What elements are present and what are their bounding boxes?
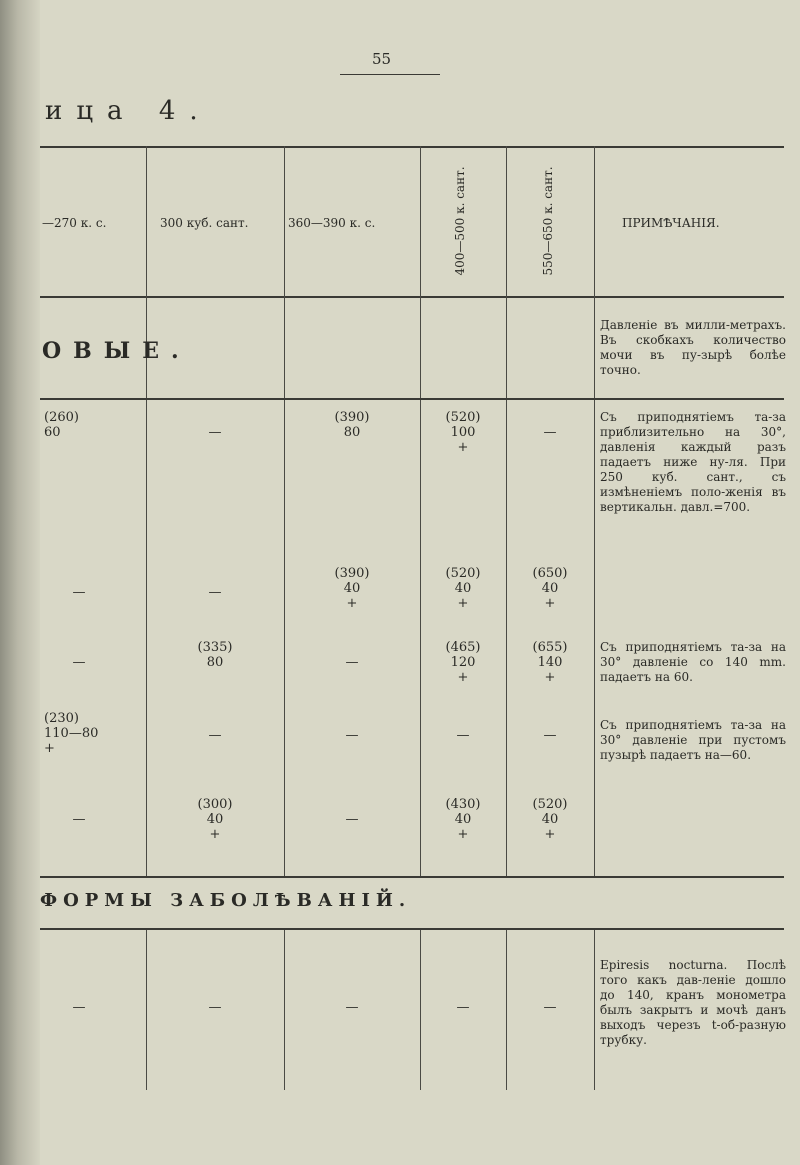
row1-col1: (260) 60	[44, 410, 79, 440]
row3-col4: (465) 120 +	[445, 640, 481, 685]
row5-col2: (300) 40 +	[197, 797, 233, 842]
row2-col1: —	[72, 585, 86, 600]
row2-col4: (520) 40 +	[445, 566, 481, 611]
page-number-rule	[340, 74, 440, 75]
row1-note: Съ приподнятіемъ та-за приблизительно на 30°, давленія каждый разъ падаетъ ниже ну-ля. При 250 куб. сант., съ измѣненіемъ поло-женія въ вертикальн. давл.=700.	[600, 410, 786, 514]
s2-col5: —	[543, 1000, 557, 1015]
header-col5: 550—650 к. сант.	[541, 166, 555, 276]
header-col3: 360—390 к. с.	[288, 216, 376, 230]
row4-col3: —	[345, 728, 359, 743]
section1-note: Давленіе въ милли-метрахъ. Въ скобкахъ количество мочи въ пу-зырѣ болѣе точно.	[600, 318, 786, 377]
header-col1: —270 к. с.	[42, 216, 107, 230]
header-col6: ПРИМѢЧАНІЯ.	[622, 216, 720, 230]
header-col2: 300 куб. сант.	[160, 216, 249, 230]
s2-col-rule-5	[594, 930, 595, 1090]
row1-col4: (520) 100 +	[445, 410, 481, 455]
s2-col1: —	[72, 1000, 86, 1015]
s2-col-rule-3	[420, 930, 421, 1090]
row5-col5: (520) 40 +	[532, 797, 568, 842]
col-rule-3	[420, 146, 421, 876]
col-rule-5	[594, 146, 595, 876]
section2-title: ФОРМЫ ЗАБОЛѢВАНІЙ.	[40, 890, 412, 911]
s2-col3: —	[345, 1000, 359, 1015]
row5-col4: (430) 40 +	[445, 797, 481, 842]
row2-col2: —	[208, 585, 222, 600]
binding-edge	[0, 0, 40, 1165]
col-rule-4	[506, 146, 507, 876]
s2-note: Epiresis nocturna. Послѣ того какъ дав-леніе дошло до 140, кранъ монометра былъ закрытъ и мочѣ данъ выходъ черезъ t-об-разную трубку.	[600, 958, 786, 1047]
row1-col5: —	[543, 425, 557, 440]
s2-col-rule-4	[506, 930, 507, 1090]
s2-col4: —	[456, 1000, 470, 1015]
row4-col2: —	[208, 728, 222, 743]
row3-col1: —	[72, 655, 86, 670]
s2-col-rule-1	[146, 930, 147, 1090]
row5-col1: —	[72, 812, 86, 827]
row4-col4: —	[456, 728, 470, 743]
row1-col3: (390) 80	[334, 410, 370, 440]
header-bottom-rule	[40, 296, 784, 298]
section1-rule	[40, 398, 784, 400]
s2-col2: —	[208, 1000, 222, 1015]
row1-col2: —	[208, 425, 222, 440]
section2-bottom-rule	[40, 928, 784, 930]
row4-col1: (230) 110—80 +	[44, 711, 99, 756]
header-top-rule	[40, 146, 784, 148]
row2-col5: (650) 40 +	[532, 566, 568, 611]
col-rule-1	[146, 146, 147, 876]
col-rule-2	[284, 146, 285, 876]
header-col4: 400—500 к. сант.	[453, 166, 467, 276]
s2-col-rule-2	[284, 930, 285, 1090]
row3-col3: —	[345, 655, 359, 670]
row3-col2: (335) 80	[197, 640, 233, 670]
row2-col3: (390) 40 +	[334, 566, 370, 611]
section2-top-rule	[40, 876, 784, 878]
row5-col3: —	[345, 812, 359, 827]
section1-title: ОВЫЕ.	[42, 338, 191, 364]
table-title: ица 4.	[45, 96, 212, 126]
row4-col5: —	[543, 728, 557, 743]
row4-note: Съ приподнятіемъ та-за на 30° давленіе при пустомъ пузырѣ падаетъ на—60.	[600, 718, 786, 762]
row3-note: Съ приподнятіемъ та-за на 30° давленіе со 140 mm. падаетъ на 60.	[600, 640, 786, 684]
page-number: 55	[372, 50, 392, 68]
row3-col5: (655) 140 +	[532, 640, 568, 685]
